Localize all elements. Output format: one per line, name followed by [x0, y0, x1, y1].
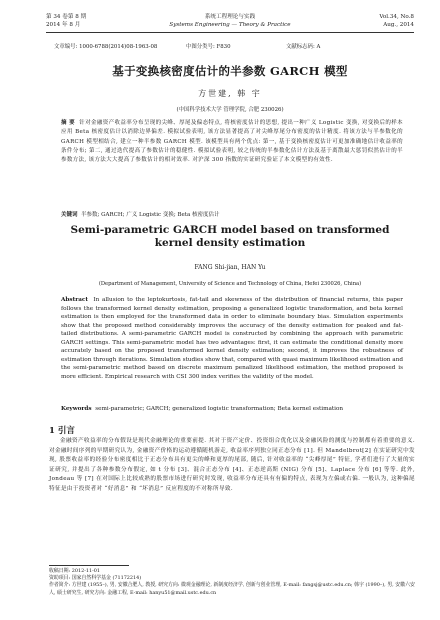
keywords-en-text: semi-parametric; GARCH; generalized logistic transformation; Beta kernel estimation	[95, 406, 344, 412]
affiliation-cn: (中国科学技术大学 管理学院, 合肥 230026)	[176, 107, 284, 113]
keywords-en-label: Keywords	[61, 406, 92, 412]
journal-name-cn: 系统工程理论与实践	[204, 14, 256, 20]
journal-date-en: Aug., 2014	[383, 22, 414, 28]
section-heading: 1 引言	[49, 426, 75, 436]
abstract-en	[61, 296, 403, 381]
journal-volume: 第 34 卷第 8 期	[46, 14, 87, 20]
footnote-fund: 资助项目: 国家自然科学基金 (71172214)	[49, 575, 142, 582]
article-id: 文章编号: 1000-6788(2014)08-1963-08	[54, 44, 158, 50]
footnote-author-info: 作者简介: 方世建 (1955–), 男, 安徽合肥人, 教授, 研究方向: 微观金融理论, 新制度经济学, 创新与创业管理, E-mail: fangsj@ustc.edu.cn; 韩宇 (1990–), 男, 安徽六安人, 硕士研究生, 研究方向: 金融工程, E-mail: hanyu51@mail.ustc.edu.cn	[49, 582, 415, 596]
keywords-cn-label: 关键词	[61, 212, 78, 218]
keywords-cn-text: 半参数; GARCH; 广义 Logistic 变换; Beta 核密度估计	[81, 212, 220, 218]
journal-volume-en: Vol.34, No.8	[379, 14, 414, 20]
footnote	[49, 568, 415, 597]
clc-number: 中图分类号: F830	[186, 44, 231, 50]
document-code: 文献标志码: A	[286, 44, 321, 50]
keywords-en	[61, 405, 403, 413]
abstract-cn-text: 针对金融资产收益率分布呈现的尖峰、厚尾及偏态特点, 将核密度估计的思想, 提出一种广义 Logistic 变换, 对变换后的样本应用 Beta 核密度估计以消除边界偏差. 模拟试验表明, 该方法显著提高了对尖峰厚尾分布密度的估计精度. 将该方法与半参数化的 GARCH 模型相结合, 建立一种半参数 GARCH 模型. 该模型具有两个优点: 第一, 基于变换核密度估计可更加准确地估计收益率的条件分布; 第二, 通过迭代提高了参数估计的稳健性. 模拟试验表明, 较之传统的半参数化估计方法及基于离散最大惩罚似然估计的半参数方法, 该方法大大提高了参数估计的相对效率. 对沪深 300 指数的实证研究验证了本文模型的有效性.	[61, 120, 403, 164]
abstract-en-label: Abstract	[61, 297, 88, 303]
keywords-cn	[61, 211, 403, 219]
abstract-cn	[61, 119, 403, 165]
abstract-cn-label: 摘 要	[61, 120, 76, 126]
journal-date: 2014 年 8 月	[46, 22, 81, 28]
authors-cn: 方世建, 韩 宇	[198, 89, 262, 98]
journal-name-en: Systems Engineering — Theory & Practice	[169, 22, 291, 28]
paper-title-en: Semi-parametric GARCH model based on transformed kernel density estimation	[70, 224, 390, 249]
footnote-rule	[49, 565, 129, 566]
paper-title-cn: 基于变换核密度估计的半参数 GARCH 模型	[112, 64, 348, 78]
footnote-received: 收稿日期: 2012-11-01	[49, 568, 100, 574]
authors-en: FANG Shi-jian, HAN Yu	[194, 264, 266, 271]
section-body: 金融资产收益率的分布假设是现代金融理论的重要前提. 其对于资产定价、投资组合优化以及金融风险的测度与控制都有着重要的意义. 对金融时间序列的早期研究认为, 金融资产价格的运动遵循随机游走, 收益率序列独立同正态分布 [1]. 但 Mandelbrot[2] 在实证研究中发现, 股票收益率的经验分布密度相比于正态分布具有更尖的峰和更厚的尾部, 随后, 针对收益率的 “尖峰厚尾” 特征, 学者们进行了大量的实证研究, 并提出了各种参数分布假定, 如 t 分布 [3]、混合正态分布 [4]、正态逆高斯 (NIG) 分布 [5]、Laplace 分布 [6] 等等. 此外, Jondeau 等 [7] 在对国际上比较成熟的股票市场进行研究时发现, 收益率分布还具有有偏的特点, 表现为左偏或右偏. 一般认为, 这种偏尾特征是由于投资者对 “好消息” 和 “坏消息” 反应程度的不对称所导致.	[49, 438, 415, 492]
abstract-en-text: In allusion to the leptokurtosis, fat-tail and skewness of the distribution of financial returns, this paper follows the transformed kernel density estimation, proposing a generalized logistic transformation, and beta kernel estimation is then employed for the transformed data in order to eliminate boundary bias. Simulation experiments show that the proposed method considerably improves the accuracy of the density estimation for peaked and fat-tailed distributions. A semi-parametric GARCH model is constructed by combining the approach with parametric GARCH settings. This semi-parametric model has two advantages: first, it can estimate the conditional density more accurately based on the proposed transformed kernel density estimation; second, it improves the robustness of estimation through iterations. Simulation studies show that, compared with quasi maximum likelihood estimation and the semi-parametric method based on discrete maximum penalized likelihood estimation, the method proposed is more efficient. Empirical research with CSI 300 index verifies the validity of the model.	[61, 297, 403, 380]
affiliation-en: (Department of Management, University of Science and Technology of China, Hefei 230026, China)	[98, 281, 362, 287]
header-rule	[46, 32, 414, 33]
